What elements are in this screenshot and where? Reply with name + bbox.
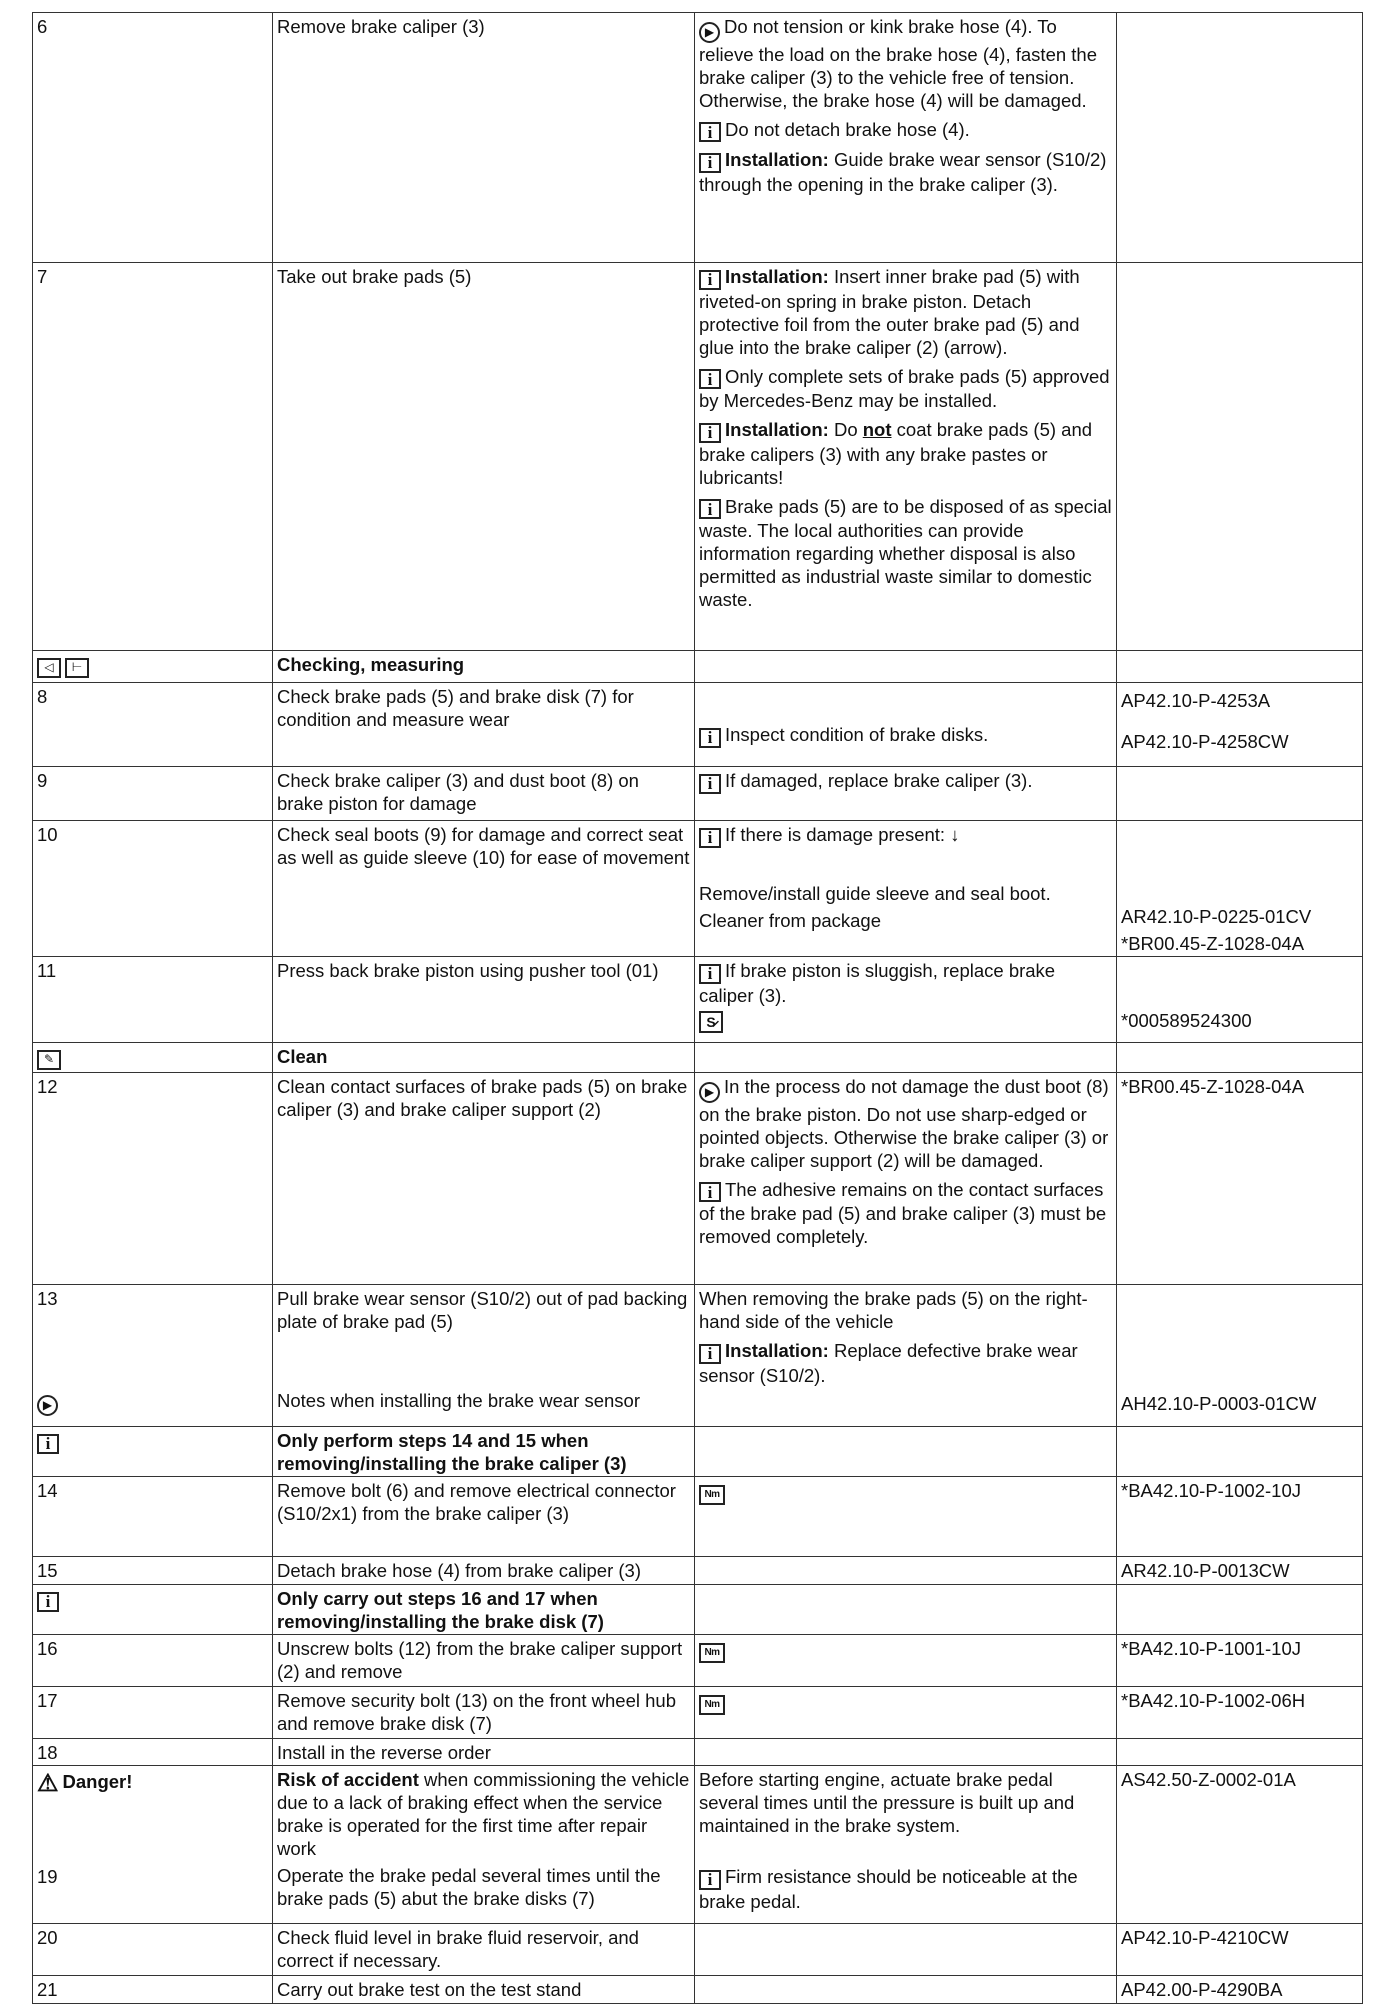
step-action: Unscrew bolts (12) from the brake caliper support (2) and remove — [273, 1635, 695, 1687]
reference-cell — [1117, 1285, 1363, 1427]
info-icon: i — [699, 122, 721, 142]
section-icons — [33, 1043, 273, 1073]
torque-icon: Nm — [699, 1643, 725, 1663]
step-number: 9 — [33, 767, 273, 821]
step-notes: i If there is damage present: ↓ Remove/install guide sleeve and seal boot. Cleaner from package — [695, 821, 1117, 957]
step-action: Carry out brake test on the test stand — [273, 1976, 695, 2004]
step-action: Remove security bolt (13) on the front wheel hub and remove brake disk (7) — [273, 1687, 695, 1739]
reference-cell — [1117, 1557, 1363, 1585]
notice-icon: ▶ — [699, 1082, 720, 1103]
step-number: 14 — [33, 1477, 273, 1557]
step-number: 20 — [33, 1924, 273, 1976]
step-notes — [695, 1687, 1117, 1739]
reference-link[interactable]: AH42.10-P-0003-01CW — [1121, 1393, 1317, 1414]
info-row — [33, 1585, 1363, 1635]
torque-icon: Nm — [699, 1695, 725, 1715]
reference-link[interactable]: AP42.10-P-4258CW — [1121, 731, 1289, 752]
info-icon: i — [699, 423, 721, 443]
reference-cell — [1117, 1477, 1363, 1557]
step-action: Risk of accident when commissioning the vehicle due to a lack of braking effect when the service brake is operated for the first time after repair work Operate the brake pedal several times until the brake pads (5) abut the brake disks (7) — [273, 1766, 695, 1924]
step-action: Check seal boots (9) for damage and correct seat as well as guide sleeve (10) for ease of movement — [273, 821, 695, 957]
table-row — [33, 1924, 1363, 1976]
step-notes: i If damaged, replace brake caliper (3). — [695, 767, 1117, 821]
section-header-row — [33, 1043, 1363, 1073]
reference-link[interactable]: *BA42.10-P-1002-06H — [1121, 1690, 1306, 1711]
reference-link[interactable]: *BR00.45-Z-1028-04A — [1121, 1076, 1305, 1097]
section-title: Checking, measuring — [273, 651, 695, 683]
info-icon: i — [699, 499, 721, 519]
info-icon: i — [699, 1182, 721, 1202]
step-notes: i Inspect condition of brake disks. — [695, 683, 1117, 767]
danger-row — [33, 1766, 1363, 1924]
info-icon: i — [699, 728, 721, 748]
step-number: 6 — [33, 13, 273, 263]
table-row — [33, 1739, 1363, 1766]
step-number: 17 — [33, 1687, 273, 1739]
special-tool-icon: S̷ — [699, 1011, 723, 1033]
step-action: Check brake caliper (3) and dust boot (8) on brake piston for damage — [273, 767, 695, 821]
reference-cell — [1117, 1687, 1363, 1739]
info-icon: i — [699, 964, 721, 984]
table-row — [33, 1073, 1363, 1285]
danger-cell: ⚠ Danger! 19 — [33, 1766, 273, 1924]
measure-icon: ⊢ — [65, 658, 89, 678]
step-action: Press back brake piston using pusher tool (01) — [273, 957, 695, 1043]
reference-link[interactable]: *BA42.10-P-1001-10J — [1121, 1638, 1301, 1659]
reference-link[interactable]: AP42.10-P-4210CW — [1121, 1927, 1289, 1948]
step-notes — [695, 1477, 1117, 1557]
clean-icon: ✎ — [37, 1050, 61, 1070]
step-number: 21 — [33, 1976, 273, 2004]
info-icon: i — [37, 1434, 59, 1454]
step-notes: i Installation: Insert inner brake pad (5) with riveted-on spring in brake piston. Detach protective foil from the outer brake pad (5) and glue into the brake caliper (2) (arrow). i Only complete sets of brake pads (5) approved by Mercedes-Benz may be installed. i Installation: Do not coat brake pads (5) and brake calipers (3) with any brake pastes or lubricants! i Brake pads (5) are to be disposed of as special waste. The local authorities can provide information regarding whether disposal is also permitted as industrial waste similar to domestic waste. — [695, 263, 1117, 651]
reference-link[interactable]: *000589524300 — [1121, 1010, 1252, 1031]
section-header-row — [33, 651, 1363, 683]
step-action: Check fluid level in brake fluid reservoir, and correct if necessary. — [273, 1924, 695, 1976]
reference-cell — [1117, 1073, 1363, 1285]
torque-icon: Nm — [699, 1485, 725, 1505]
step-number: 11 — [33, 957, 273, 1043]
step-number: 19 — [37, 1866, 58, 1887]
reference-link[interactable]: *BA42.10-P-1002-10J — [1121, 1480, 1301, 1501]
step-action: Install in the reverse order — [273, 1739, 695, 1766]
section-title: Clean — [273, 1043, 695, 1073]
step-action: Pull brake wear sensor (S10/2) out of pad backing plate of brake pad (5) Notes when installing the brake wear sensor — [273, 1285, 695, 1427]
table-row — [33, 13, 1363, 263]
procedure-table — [32, 12, 1363, 2004]
reference-cell — [1117, 767, 1363, 821]
step-action: Take out brake pads (5) — [273, 263, 695, 651]
reference-link[interactable]: AR42.10-P-0225-01CV — [1121, 906, 1312, 927]
step-notes: i If brake piston is sluggish, replace brake caliper (3). S̷ — [695, 957, 1117, 1043]
reference-cell — [1117, 683, 1363, 767]
table-row — [33, 1285, 1363, 1427]
step-number: 15 — [33, 1557, 273, 1585]
table-row — [33, 683, 1363, 767]
info-icon: i — [699, 1344, 721, 1364]
notice-icon: ▶ — [37, 1395, 58, 1416]
info-icon: i — [37, 1592, 59, 1612]
table-row — [33, 821, 1363, 957]
inspect-icon: ◁ — [37, 658, 61, 678]
reference-cell — [1117, 821, 1363, 957]
step-action: Detach brake hose (4) from brake caliper (3) — [273, 1557, 695, 1585]
table-row — [33, 1976, 1363, 2004]
table-row — [33, 263, 1363, 651]
info-row — [33, 1427, 1363, 1477]
step-number: 13 ▶ — [33, 1285, 273, 1427]
table-row — [33, 1687, 1363, 1739]
info-icon: i — [699, 1870, 721, 1890]
step-action: Clean contact surfaces of brake pads (5) on brake caliper (3) and brake caliper support (2) — [273, 1073, 695, 1285]
reference-cell — [1117, 1924, 1363, 1976]
reference-link[interactable]: AP42.10-P-4253A — [1121, 690, 1271, 711]
step-notes: ▶ In the process do not damage the dust boot (8) on the brake piston. Do not use sharp-edged or pointed objects. Otherwise the brake caliper (3) or brake caliper support (2) will be damaged. i The adhesive remains on the contact surfaces of the brake pad (5) and brake caliper (3) must be removed completely. — [695, 1073, 1117, 1285]
reference-cell — [1117, 263, 1363, 651]
step-action: Remove brake caliper (3) — [273, 13, 695, 263]
step-notes: ▶ Do not tension or kink brake hose (4). To relieve the load on the brake hose (4), fasten the brake caliper (3) to the vehicle free of tension. Otherwise, the brake hose (4) will be damaged. i Do not detach brake hose (4). i Installation: Guide brake wear sensor (S10/2) through the opening in the brake caliper (3). — [695, 13, 1117, 263]
info-text: Only carry out steps 16 and 17 when removing/installing the brake disk (7) — [273, 1585, 695, 1635]
info-icon: i — [699, 828, 721, 848]
info-icon: i — [699, 153, 721, 173]
reference-cell — [1117, 13, 1363, 263]
section-icons — [33, 651, 273, 683]
step-notes: When removing the brake pads (5) on the right-hand side of the vehicle i Installation: Replace defective brake wear sensor (S10/2). — [695, 1285, 1117, 1427]
step-number: 7 — [33, 263, 273, 651]
reference-cell — [1117, 957, 1363, 1043]
step-notes — [695, 1635, 1117, 1687]
table-row — [33, 1635, 1363, 1687]
info-icon: i — [699, 270, 721, 290]
step-number: 16 — [33, 1635, 273, 1687]
table-row — [33, 767, 1363, 821]
reference-cell — [1117, 1976, 1363, 2004]
info-icon: i — [699, 774, 721, 794]
step-action: Check brake pads (5) and brake disk (7) for condition and measure wear — [273, 683, 695, 767]
notice-icon: ▶ — [699, 22, 720, 43]
reference-link[interactable]: AP42.00-P-4290BA — [1121, 1979, 1283, 2000]
step-number: 18 — [33, 1739, 273, 1766]
step-notes: Before starting engine, actuate brake pedal several times until the pressure is built up and maintained in the brake system. i Firm resistance should be noticeable at the brake pedal. — [695, 1766, 1117, 1924]
info-icon: i — [699, 369, 721, 389]
reference-link[interactable]: *BR00.45-Z-1028-04A — [1121, 933, 1305, 954]
table-row — [33, 957, 1363, 1043]
reference-link[interactable]: AS42.50-Z-0002-01A — [1121, 1769, 1296, 1790]
reference-cell — [1117, 1635, 1363, 1687]
step-action: Remove bolt (6) and remove electrical connector (S10/2x1) from the brake caliper (3) — [273, 1477, 695, 1557]
step-number: 10 — [33, 821, 273, 957]
info-text: Only perform steps 14 and 15 when removing/installing the brake caliper (3) — [273, 1427, 695, 1477]
reference-cell — [1117, 1766, 1363, 1924]
reference-link[interactable]: AR42.10-P-0013CW — [1121, 1560, 1290, 1581]
table-row — [33, 1557, 1363, 1585]
warning-icon: ⚠ — [37, 1770, 59, 1797]
step-number: 12 — [33, 1073, 273, 1285]
step-number: 8 — [33, 683, 273, 767]
table-row — [33, 1477, 1363, 1557]
